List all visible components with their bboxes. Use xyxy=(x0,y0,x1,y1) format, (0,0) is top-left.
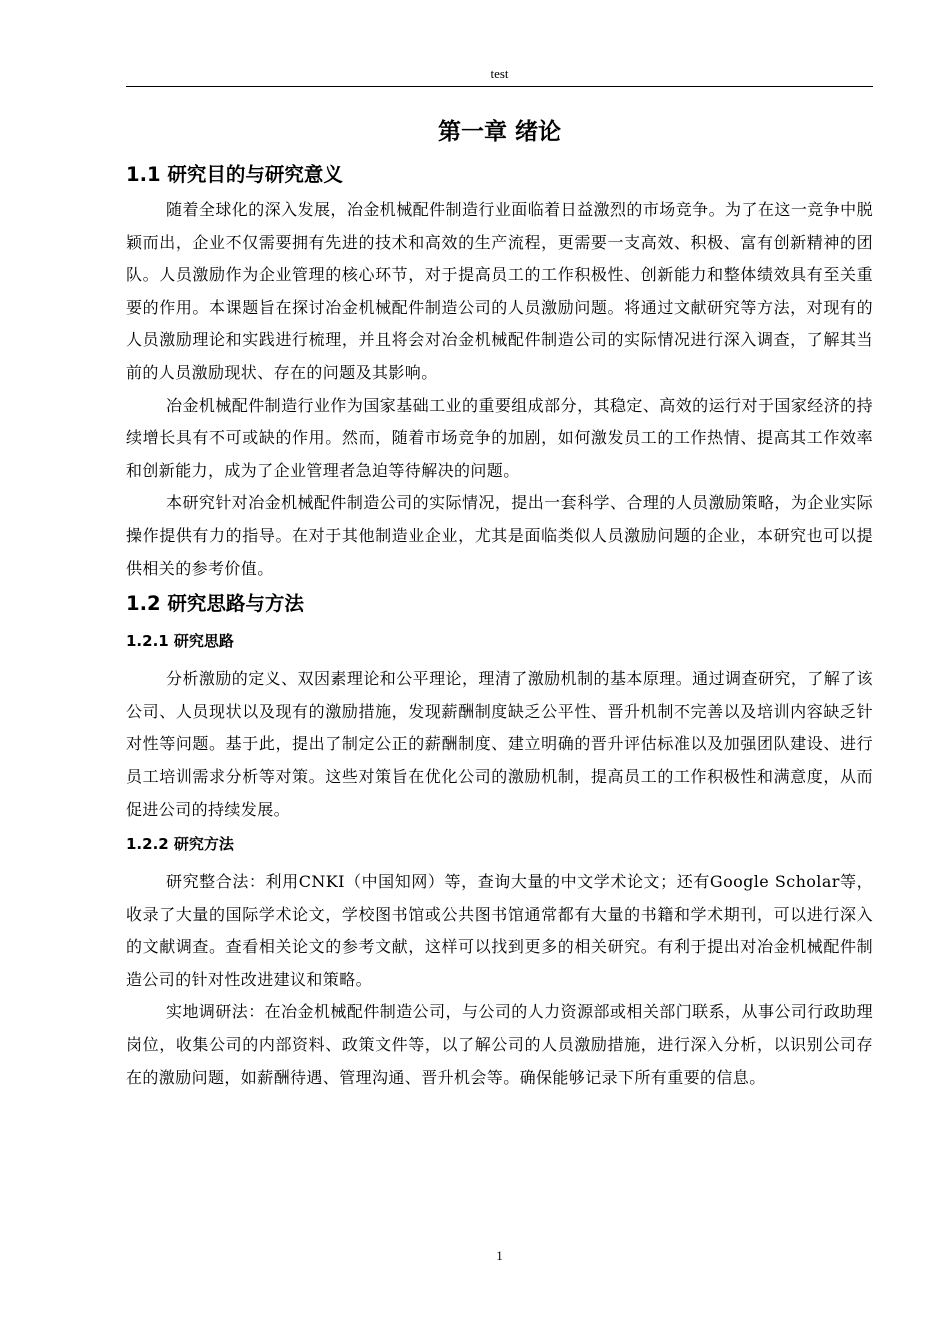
paragraph: 研究整合法：利用CNKI（中国知网）等，查询大量的中文学术论文；还有Google Scholar等，收录了大量的国际学术论文，学校图书馆或公共图书馆通常都有大量的书籍和学术期刊，可以进行深入的文献调查。查看相关论文的参考文献，这样可以找到更多的相关研究。有利于提出对冶金机械配件制造公司的针对性改进建议和策略。 xyxy=(126,872,873,989)
page-header: test xyxy=(490,66,509,81)
section-heading-1-2: 1.2 研究思路与方法 xyxy=(126,592,304,616)
paragraph: 随着全球化的深入发展，冶金机械配件制造行业面临着日益激烈的市场竞争。为了在这一竞争中脱颖而出，企业不仅需要拥有先进的技术和高效的生产流程，更需要一支高效、积极、富有创新精神的团队。人员激励作为企业管理的核心环节，对于提高员工的工作积极性、创新能力和整体绩效具有至关重要的作用。本课题旨在探讨冶金机械配件制造公司的人员激励问题。将通过文献研究等方法，对现有的人员激励理论和实践进行梳理，并且将会对冶金机械配件制造公司的实际情况进行深入调查，了解其当前的人员激励现状、存在的问题及其影响。 xyxy=(126,200,873,382)
paragraph: 本研究针对冶金机械配件制造公司的实际情况，提出一套科学、合理的人员激励策略，为企业实际操作提供有力的指导。在对于其他制造业企业，尤其是面临类似人员激励问题的企业，本研究也可以提供相关的参考价值。 xyxy=(126,493,873,578)
subsection-heading-1-2-2: 1.2.2 研究方法 xyxy=(126,835,234,854)
header-divider xyxy=(126,86,873,87)
paragraph: 实地调研法：在冶金机械配件制造公司，与公司的人力资源部或相关部门联系，从事公司行政助理岗位，收集公司的内部资料、政策文件等，以了解公司的人员激励措施，进行深入分析，以识别公司存在的激励问题，如薪酬待遇、管理沟通、晋升机会等。确保能够记录下所有重要的信息。 xyxy=(126,1002,873,1087)
page-content xyxy=(126,108,873,1094)
paragraph: 冶金机械配件制造行业作为国家基础工业的重要组成部分，其稳定、高效的运行对于国家经济的持续增长具有不可或缺的作用。然而，随着市场竞争的加剧，如何激发员工的工作热情、提高其工作效率和创新能力，成为了企业管理者急迫等待解决的问题。 xyxy=(126,395,873,480)
subsection-heading-1-2-1: 1.2.1 研究思路 xyxy=(126,632,234,651)
paragraph: 分析激励的定义、双因素理论和公平理论，理清了激励机制的基本原理。通过调查研究，了解了该公司、人员现状以及现有的激励措施，发现薪酬制度缺乏公平性、晋升机制不完善以及培训内容缺乏针对性等问题。基于此，提出了制定公正的薪酬制度、建立明确的晋升评估标准以及加强团队建设、进行员工培训需求分析等对策。这些对策旨在优化公司的激励机制，提高员工的工作积极性和满意度，从而促进公司的持续发展。 xyxy=(126,669,873,819)
section-heading-1-1: 1.1 研究目的与研究意义 xyxy=(126,163,343,186)
page-number: 1 xyxy=(496,1248,503,1263)
chapter-title: 第一章 绪论 xyxy=(437,119,561,145)
